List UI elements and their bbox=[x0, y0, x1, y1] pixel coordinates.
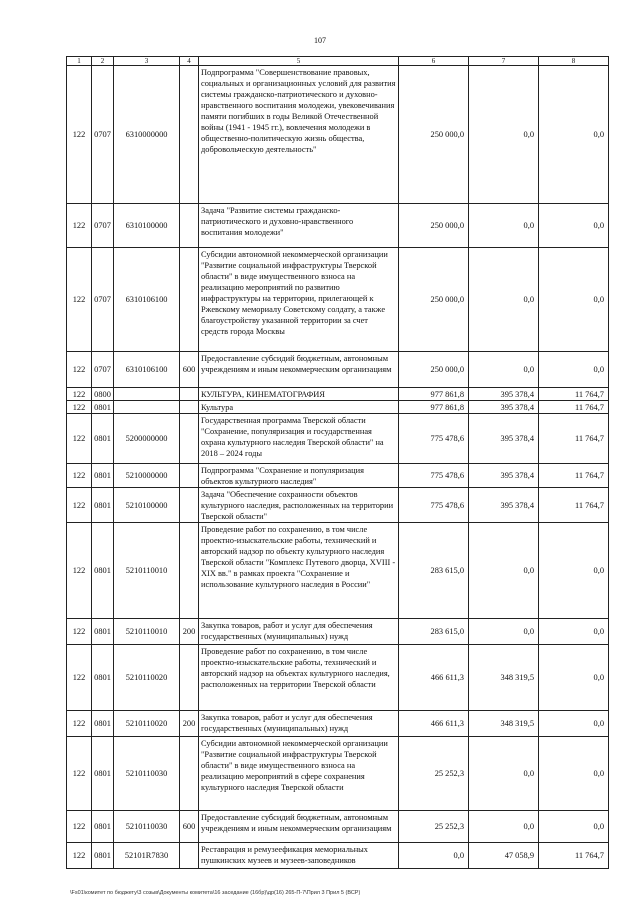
row-value-col8: 0,0 bbox=[539, 619, 609, 645]
row-ministry-code: 122 bbox=[67, 811, 92, 843]
row-target-code: 52101R7830 bbox=[114, 843, 180, 869]
row-expense-type: 600 bbox=[180, 811, 199, 843]
row-target-code: 5210000000 bbox=[114, 464, 180, 488]
row-target-code bbox=[114, 388, 180, 401]
row-value-col7: 0,0 bbox=[469, 204, 539, 248]
row-section-code: 0801 bbox=[92, 811, 114, 843]
column-header: 4 bbox=[180, 57, 199, 66]
column-header: 5 bbox=[199, 57, 399, 66]
row-section-code: 0707 bbox=[92, 204, 114, 248]
row-target-code: 5210110020 bbox=[114, 711, 180, 737]
row-value-col7: 0,0 bbox=[469, 352, 539, 388]
row-description: Предоставление субсидий бюджетным, автономным учреждениям и иным некоммерческим организациям bbox=[199, 811, 399, 843]
row-section-code: 0801 bbox=[92, 414, 114, 464]
row-ministry-code: 122 bbox=[67, 464, 92, 488]
row-expense-type bbox=[180, 523, 199, 619]
row-target-code: 5210110030 bbox=[114, 737, 180, 811]
row-value-col8: 11 764,7 bbox=[539, 464, 609, 488]
row-value-col7: 0,0 bbox=[469, 523, 539, 619]
row-description: Реставрация и ремузеефикация мемориальных пушкинских музеев и музеев-заповедников bbox=[199, 843, 399, 869]
row-expense-type: 200 bbox=[180, 619, 199, 645]
row-description: Субсидии автономной некоммерческой организации "Развитие социальной инфраструктуры Тверской области" в виде имущественного взноса на реализацию мероприятий в сфере сохранения культурного наследия Тверской области bbox=[199, 737, 399, 811]
row-value-col6: 25 252,3 bbox=[399, 737, 469, 811]
row-ministry-code: 122 bbox=[67, 401, 92, 414]
row-value-col7: 395 378,4 bbox=[469, 414, 539, 464]
row-value-col7: 395 378,4 bbox=[469, 388, 539, 401]
row-value-col8: 0,0 bbox=[539, 811, 609, 843]
row-expense-type bbox=[180, 464, 199, 488]
row-value-col7: 0,0 bbox=[469, 811, 539, 843]
row-value-col7: 0,0 bbox=[469, 619, 539, 645]
row-value-col6: 250 000,0 bbox=[399, 352, 469, 388]
row-description: Государственная программа Тверской области "Сохранение, популяризация и государственная охрана культурного наследия Тверской области" на 2018 – 2024 годы bbox=[199, 414, 399, 464]
row-value-col6: 250 000,0 bbox=[399, 204, 469, 248]
table-row bbox=[67, 711, 609, 737]
row-value-col8: 11 764,7 bbox=[539, 843, 609, 869]
table-header-row bbox=[67, 57, 609, 66]
row-value-col6: 775 478,6 bbox=[399, 488, 469, 523]
row-value-col7: 395 378,4 bbox=[469, 488, 539, 523]
row-target-code: 5210110010 bbox=[114, 619, 180, 645]
file-path-footer: \Fs01\комитет по бюджету\3 созыв\Документы комитета\16 заседание (16бр)\др(16) 265-П-7\Прил 3 Прил 5 (ВСР) bbox=[70, 890, 361, 896]
row-description: Подпрограмма "Совершенствование правовых, социальных и организационных условий для развития системы гражданско-патриотического и духовно-нравственного воспитания молодежи, увековечивания памяти погибших в годы Великой Отечественной войны (1941 - 1945 гг.), вовлечения молодежи в общественно-политическую жизнь общества, добровольческую деятельность" bbox=[199, 66, 399, 204]
row-target-code: 5210110030 bbox=[114, 811, 180, 843]
table-row bbox=[67, 66, 609, 204]
row-value-col6: 250 000,0 bbox=[399, 66, 469, 204]
table-row bbox=[67, 464, 609, 488]
table-row bbox=[67, 248, 609, 352]
row-value-col8: 0,0 bbox=[539, 352, 609, 388]
row-value-col7: 0,0 bbox=[469, 737, 539, 811]
row-expense-type: 200 bbox=[180, 711, 199, 737]
row-description: Проведение работ по сохранению, в том числе проектно-изыскательские работы, технический и авторский надзор на объектах культурного наследия, расположенных на территории Тверской области bbox=[199, 645, 399, 711]
row-target-code: 6310100000 bbox=[114, 204, 180, 248]
row-value-col6: 25 252,3 bbox=[399, 811, 469, 843]
row-description: Задача "Развитие системы гражданско-патриотического и духовно-нравственного воспитания молодежи" bbox=[199, 204, 399, 248]
row-value-col7: 395 378,4 bbox=[469, 401, 539, 414]
row-value-col8: 0,0 bbox=[539, 204, 609, 248]
row-value-col7: 0,0 bbox=[469, 248, 539, 352]
row-value-col6: 466 611,3 bbox=[399, 645, 469, 711]
row-section-code: 0801 bbox=[92, 843, 114, 869]
row-value-col6: 0,0 bbox=[399, 843, 469, 869]
row-value-col8: 0,0 bbox=[539, 711, 609, 737]
row-expense-type bbox=[180, 388, 199, 401]
table-row bbox=[67, 811, 609, 843]
row-ministry-code: 122 bbox=[67, 388, 92, 401]
row-description: Задача "Обеспечение сохранности объектов культурного наследия, расположенных на территории Тверской области" bbox=[199, 488, 399, 523]
column-header: 3 bbox=[114, 57, 180, 66]
row-value-col8: 0,0 bbox=[539, 645, 609, 711]
row-section-code: 0801 bbox=[92, 645, 114, 711]
table-row bbox=[67, 401, 609, 414]
row-expense-type bbox=[180, 204, 199, 248]
row-ministry-code: 122 bbox=[67, 204, 92, 248]
row-expense-type: 600 bbox=[180, 352, 199, 388]
row-section-code: 0801 bbox=[92, 401, 114, 414]
column-header: 6 bbox=[399, 57, 469, 66]
row-section-code: 0801 bbox=[92, 464, 114, 488]
table-row bbox=[67, 488, 609, 523]
row-value-col6: 466 611,3 bbox=[399, 711, 469, 737]
table-row bbox=[67, 352, 609, 388]
row-value-col6: 283 615,0 bbox=[399, 619, 469, 645]
row-target-code: 6310000000 bbox=[114, 66, 180, 204]
row-ministry-code: 122 bbox=[67, 523, 92, 619]
row-expense-type bbox=[180, 843, 199, 869]
table-row bbox=[67, 204, 609, 248]
row-target-code bbox=[114, 401, 180, 414]
column-header: 8 bbox=[539, 57, 609, 66]
row-target-code: 6310106100 bbox=[114, 352, 180, 388]
row-ministry-code: 122 bbox=[67, 737, 92, 811]
row-value-col7: 348 319,5 bbox=[469, 645, 539, 711]
row-section-code: 0800 bbox=[92, 388, 114, 401]
row-expense-type bbox=[180, 737, 199, 811]
row-value-col7: 47 058,9 bbox=[469, 843, 539, 869]
column-header: 2 bbox=[92, 57, 114, 66]
row-section-code: 0707 bbox=[92, 66, 114, 204]
row-target-code: 5210100000 bbox=[114, 488, 180, 523]
row-section-code: 0801 bbox=[92, 737, 114, 811]
row-value-col8: 11 764,7 bbox=[539, 414, 609, 464]
table-row bbox=[67, 523, 609, 619]
row-ministry-code: 122 bbox=[67, 711, 92, 737]
row-ministry-code: 122 bbox=[67, 488, 92, 523]
row-value-col6: 250 000,0 bbox=[399, 248, 469, 352]
row-ministry-code: 122 bbox=[67, 66, 92, 204]
row-ministry-code: 122 bbox=[67, 248, 92, 352]
row-value-col6: 977 861,8 bbox=[399, 401, 469, 414]
column-header: 1 bbox=[67, 57, 92, 66]
row-description: Закупка товаров, работ и услуг для обеспечения государственных (муниципальных) нужд bbox=[199, 711, 399, 737]
row-ministry-code: 122 bbox=[67, 352, 92, 388]
row-section-code: 0707 bbox=[92, 352, 114, 388]
table-row bbox=[67, 737, 609, 811]
row-ministry-code: 122 bbox=[67, 414, 92, 464]
row-description: Субсидии автономной некоммерческой организации "Развитие социальной инфраструктуры Тверской области" в виде имущественного взноса на реализацию мероприятий по развитию инфраструктуры на территории, прилегающей к Ржевскому мемориалу Советскому солдату, а также благоустройству указанной территории за счет средств города Москвы bbox=[199, 248, 399, 352]
row-expense-type bbox=[180, 414, 199, 464]
row-target-code: 6310106100 bbox=[114, 248, 180, 352]
row-description: Культура bbox=[199, 401, 399, 414]
row-description: Подпрограмма "Сохранение и популяризация объектов культурного наследия" bbox=[199, 464, 399, 488]
row-expense-type bbox=[180, 401, 199, 414]
row-value-col7: 395 378,4 bbox=[469, 464, 539, 488]
row-expense-type bbox=[180, 66, 199, 204]
table-row bbox=[67, 619, 609, 645]
row-expense-type bbox=[180, 645, 199, 711]
row-ministry-code: 122 bbox=[67, 619, 92, 645]
row-value-col8: 11 764,7 bbox=[539, 488, 609, 523]
row-description: Проведение работ по сохранению, в том числе проектно-изыскательские работы, технический и авторский надзор по объекту культурного наследия Тверской области "Комплекс Путевого дворца, XVIII - XIX вв." в рамках проекта "Сохранение и использование культурного наследия в России" bbox=[199, 523, 399, 619]
row-section-code: 0801 bbox=[92, 488, 114, 523]
row-expense-type bbox=[180, 488, 199, 523]
row-value-col6: 775 478,6 bbox=[399, 414, 469, 464]
row-value-col6: 775 478,6 bbox=[399, 464, 469, 488]
row-section-code: 0707 bbox=[92, 248, 114, 352]
row-description: Предоставление субсидий бюджетным, автономным учреждениям и иным некоммерческим организациям bbox=[199, 352, 399, 388]
row-ministry-code: 122 bbox=[67, 645, 92, 711]
row-value-col7: 0,0 bbox=[469, 66, 539, 204]
row-value-col8: 0,0 bbox=[539, 523, 609, 619]
table-row bbox=[67, 414, 609, 464]
budget-table bbox=[66, 56, 609, 869]
row-value-col8: 0,0 bbox=[539, 248, 609, 352]
row-target-code: 5210110010 bbox=[114, 523, 180, 619]
table-row bbox=[67, 388, 609, 401]
column-header: 7 bbox=[469, 57, 539, 66]
table-row bbox=[67, 645, 609, 711]
row-section-code: 0801 bbox=[92, 523, 114, 619]
row-value-col8: 0,0 bbox=[539, 737, 609, 811]
table-row bbox=[67, 843, 609, 869]
row-value-col8: 11 764,7 bbox=[539, 401, 609, 414]
row-value-col7: 348 319,5 bbox=[469, 711, 539, 737]
row-value-col6: 977 861,8 bbox=[399, 388, 469, 401]
row-section-code: 0801 bbox=[92, 711, 114, 737]
row-description: Закупка товаров, работ и услуг для обеспечения государственных (муниципальных) нужд bbox=[199, 619, 399, 645]
row-value-col8: 0,0 bbox=[539, 66, 609, 204]
row-section-code: 0801 bbox=[92, 619, 114, 645]
row-value-col6: 283 615,0 bbox=[399, 523, 469, 619]
page-number: 107 bbox=[314, 36, 326, 45]
row-expense-type bbox=[180, 248, 199, 352]
row-target-code: 5210110020 bbox=[114, 645, 180, 711]
row-description: КУЛЬТУРА, КИНЕМАТОГРАФИЯ bbox=[199, 388, 399, 401]
row-value-col8: 11 764,7 bbox=[539, 388, 609, 401]
row-ministry-code: 122 bbox=[67, 843, 92, 869]
row-target-code: 5200000000 bbox=[114, 414, 180, 464]
